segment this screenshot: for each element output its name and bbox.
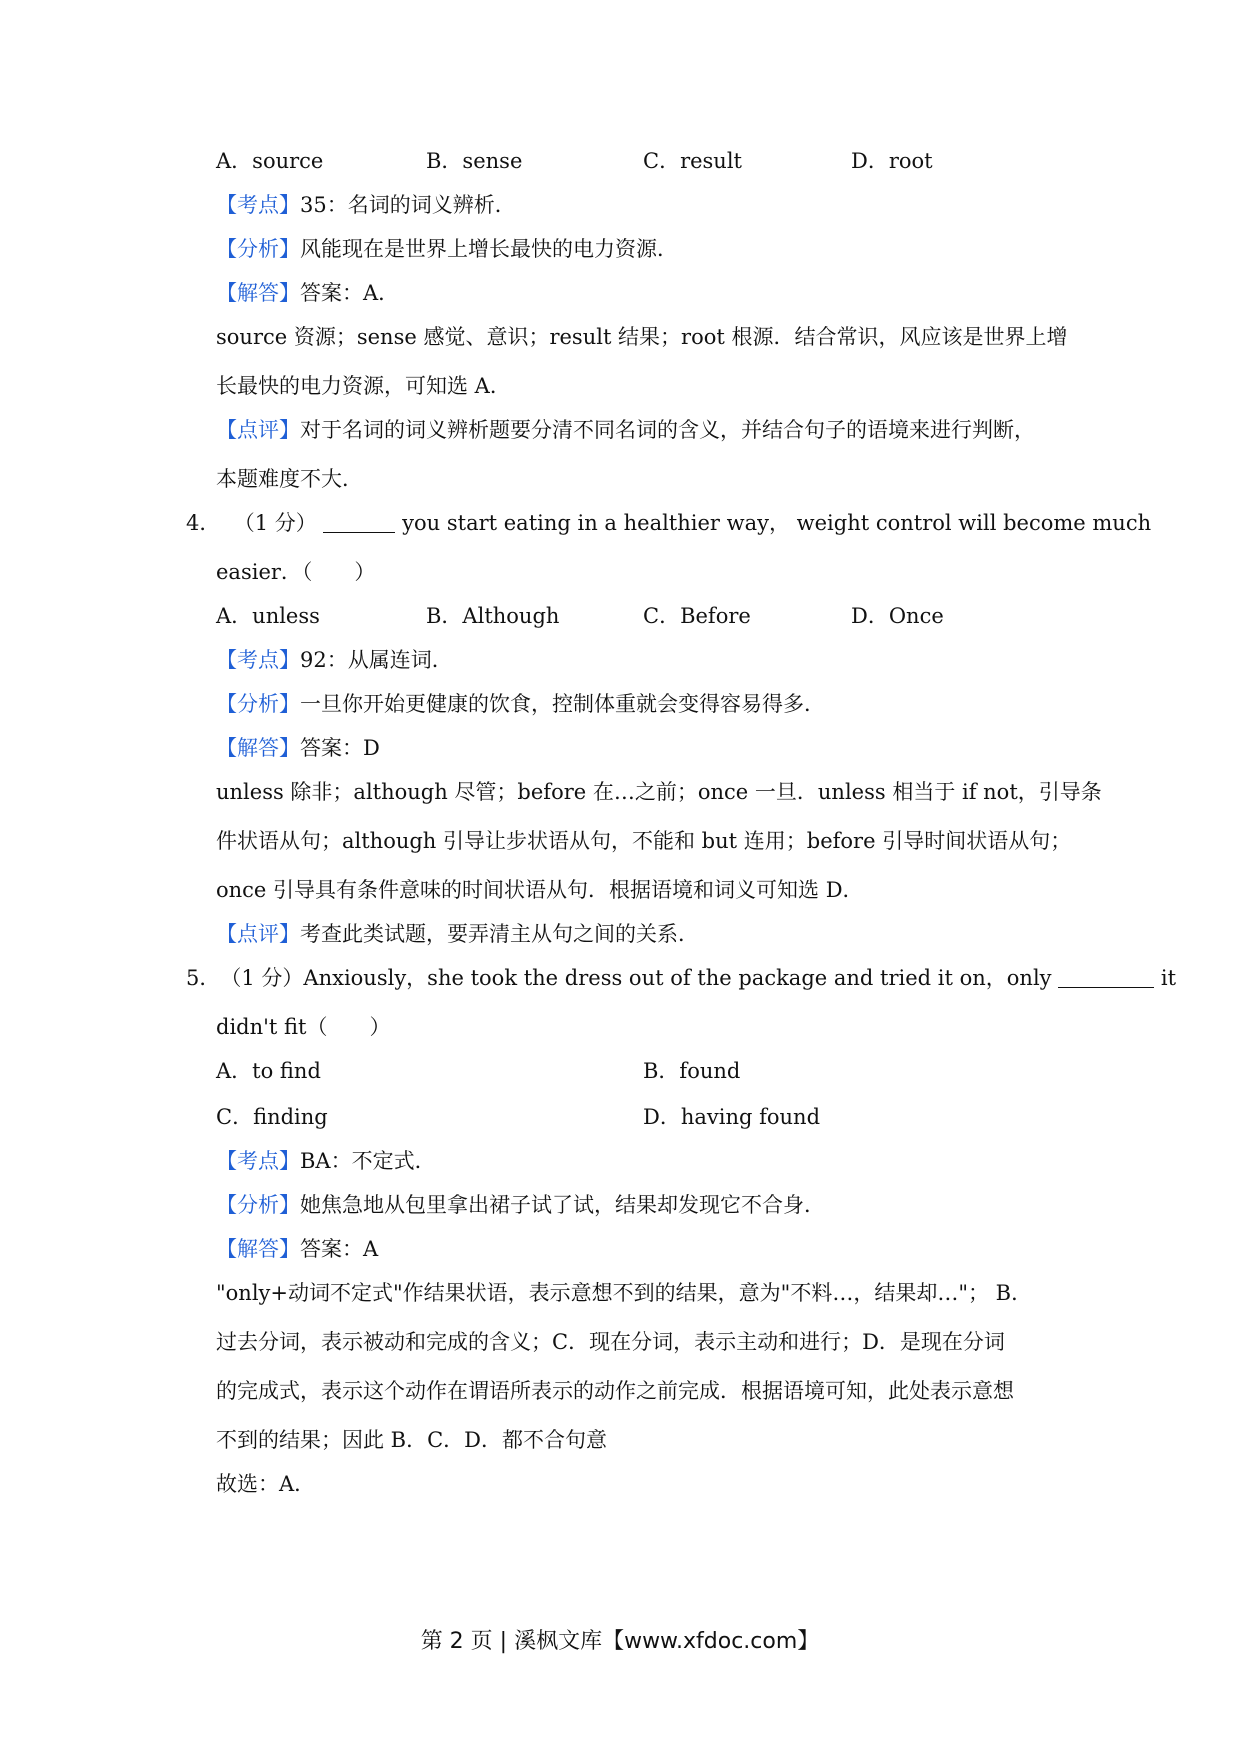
q3-kaodian: 【考点】35：名词的词义辨析． xyxy=(216,193,516,217)
q5-option-b: B．found xyxy=(643,1059,741,1083)
q5-stem-line2: didn't fit（ ） xyxy=(216,1015,391,1039)
q3-option-b: B．sense xyxy=(426,149,523,173)
q5-fenxi: 【分析】她焦急地从包里拿出裙子试了试，结果却发现它不合身． xyxy=(216,1193,825,1217)
q4-stem: 4． （1 分） you start eating in a healthier way， weight control will become much xyxy=(186,511,1152,535)
q5-jieda: 【解答】答案：A xyxy=(216,1237,379,1261)
q4-blank xyxy=(323,512,395,533)
q4-kaodian: 【考点】92：从属连词． xyxy=(216,648,453,672)
q4-explain-line3: once 引导具有条件意味的时间状语从句．根据语境和词义可知选 D． xyxy=(216,878,864,902)
q4-fenxi: 【分析】一旦你开始更健康的饮食，控制体重就会变得容易得多． xyxy=(216,692,825,716)
q5-options xyxy=(216,1056,1016,1136)
q5-option-c: C．finding xyxy=(216,1105,328,1129)
q4-option-d: D．Once xyxy=(851,604,944,628)
q3-dianping: 【点评】对于名词的词义辨析题要分清不同名词的含义，并结合句子的语境来进行判断， xyxy=(216,418,1035,442)
q5-option-a: A．to find xyxy=(216,1059,321,1083)
q4-dianping: 【点评】考查此类试题，要弄清主从句之间的关系． xyxy=(216,922,699,946)
q5-kaodian: 【考点】BA：不定式． xyxy=(216,1149,436,1173)
q5-blank xyxy=(1058,967,1154,988)
q3-option-a: A．source xyxy=(216,149,324,173)
q4-explain-line2: 件状语从句；although 引导让步状语从句，不能和 but 连用；before 引导时间状语从句； xyxy=(216,829,1072,853)
q3-explain-line2: 长最快的电力资源，可知选 A． xyxy=(216,374,511,398)
q5-option-d: D．having found xyxy=(643,1105,821,1129)
q5-explain-line1: "only+动词不定式"作结果状语，表示意想不到的结果，意为"不料…，结果却…"； B． xyxy=(216,1281,1033,1305)
q5-explain-line2: 过去分词，表示被动和完成的含义；C．现在分词，表示主动和进行；D．是现在分词 xyxy=(216,1330,1005,1354)
q5-stem: 5．（1 分）Anxiously，she took the dress out of the package and tried it on，only it xyxy=(186,966,1177,990)
q4-option-c: C．Before xyxy=(643,604,751,628)
page-footer: 第 2 页 | 溪枫文库【www.xfdoc.com】 xyxy=(420,1629,820,1654)
q4-jieda: 【解答】答案：D xyxy=(216,736,380,760)
q5-explain-line4: 不到的结果；因此 B．C．D．都不合句意 xyxy=(216,1428,608,1452)
q3-explain-line1: source 资源；sense 感觉、意识；result 结果；root 根源．结合常识，风应该是世界上增 xyxy=(216,325,1068,349)
q3-option-c: C．result xyxy=(643,149,742,173)
q5-explain-line3: 的完成式，表示这个动作在谓语所表示的动作之前完成．根据语境可知，此处表示意想 xyxy=(216,1379,1014,1403)
q3-fenxi: 【分析】风能现在是世界上增长最快的电力资源． xyxy=(216,237,678,261)
q4-explain-line1: unless 除非；although 尽管；before 在…之前；once 一旦．unless 相当于 if not，引导条 xyxy=(216,780,1102,804)
q5-conclusion: 故选：A． xyxy=(216,1472,316,1496)
q3-jieda: 【解答】答案：A． xyxy=(216,281,400,305)
q4-option-b: B．Although xyxy=(426,604,560,628)
q4-option-a: A．unless xyxy=(216,604,320,628)
q3-dianping-line2: 本题难度不大． xyxy=(216,467,363,491)
q3-option-d: D．root xyxy=(851,149,933,173)
q4-stem-line2: easier．（ ） xyxy=(216,560,376,584)
